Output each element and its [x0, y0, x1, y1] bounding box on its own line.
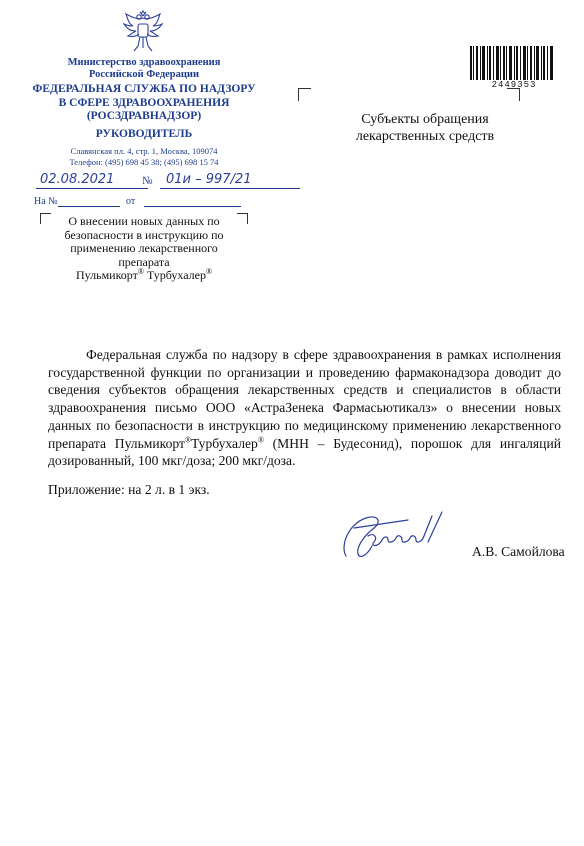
signer-name: А.В. Самойлова [472, 544, 565, 559]
reply-number-underline [58, 206, 120, 207]
ministry-name [34, 57, 254, 81]
letter-subject [44, 215, 244, 283]
registration-line [36, 169, 326, 197]
handwritten-date: 02.08.2021 [40, 172, 115, 187]
handwritten-number: 01и – 997/21 [166, 172, 252, 187]
na-label: На № [34, 196, 58, 207]
signature-icon [338, 506, 462, 562]
body-text-part: Турбухалер [191, 435, 258, 451]
phone-line: Телефон: (495) 698 45 38; (495) 698 15 74 [69, 157, 219, 167]
registered-mark: ® [205, 267, 213, 276]
addressee [330, 111, 520, 145]
drug-name: Турбухалер [143, 268, 206, 282]
reply-to-line [34, 196, 136, 207]
coat-of-arms-icon [120, 10, 166, 56]
subject-line: безопасности в инструкцию по [64, 227, 224, 242]
barcode-icon [470, 46, 553, 80]
date-underline [36, 188, 148, 189]
attachment-note: Приложение: на 2 л. в 1 экз. [48, 482, 210, 497]
registered-mark: ® [137, 267, 144, 276]
agency-line: ФЕДЕРАЛЬНАЯ СЛУЖБА ПО НАДЗОРУ [32, 83, 256, 95]
reply-date-underline [144, 206, 241, 207]
address-line: Славянская пл. 4, стр. 1, Москва, 109074 [70, 146, 218, 156]
barcode-number: 2449353 [491, 80, 537, 90]
subject-line [44, 269, 244, 283]
addressee-line: лекарственных средств [355, 129, 495, 144]
registered-mark: ® [184, 434, 192, 444]
agency-address [30, 146, 258, 168]
number-underline [160, 188, 300, 189]
body-text-part: (МНН – Будесонид), порошок для ингаляций дозированный, 100 мкг/доза; 200 мкг/доза. [48, 435, 562, 469]
number-sign: № [142, 175, 153, 187]
letter-body [48, 346, 561, 470]
drug-name: Пульмикорт [75, 268, 138, 282]
addressee-line: Субъекты обращения [361, 112, 489, 127]
registered-mark: ® [257, 434, 264, 444]
ot-label: от [126, 196, 136, 207]
agency-name [30, 83, 258, 124]
addressee-bracket-right [507, 88, 520, 101]
subject-line: применению лекарственного препарата [70, 241, 218, 269]
body-text-part: Федеральная служба по надзору в сфере здравоохранения в рамках исполнения государственной функции по организации и проведению фармаконадзора доводит до сведения субъектов обращения лекарственных средств и специалистов в области здравоохранения письмо ООО «АстраЗенека Фармасьютикалз» о внесении новых данных по безопасности в инструкцию по медицинскому применению лекарственного препарата Пульмикорт [48, 347, 561, 451]
ministry-line: Российской Федерации [88, 69, 200, 80]
subject-line: О внесении новых данных по [68, 214, 220, 228]
agency-line: В СФЕРЕ ЗДРАВООХРАНЕНИЯ [58, 96, 230, 109]
addressee-bracket-left [298, 88, 311, 101]
ministry-line: Министерство здравоохранения [67, 57, 221, 68]
head-title: РУКОВОДИТЕЛЬ [95, 128, 193, 140]
agency-line: (РОСЗДРАВНАДЗОР) [86, 110, 202, 122]
